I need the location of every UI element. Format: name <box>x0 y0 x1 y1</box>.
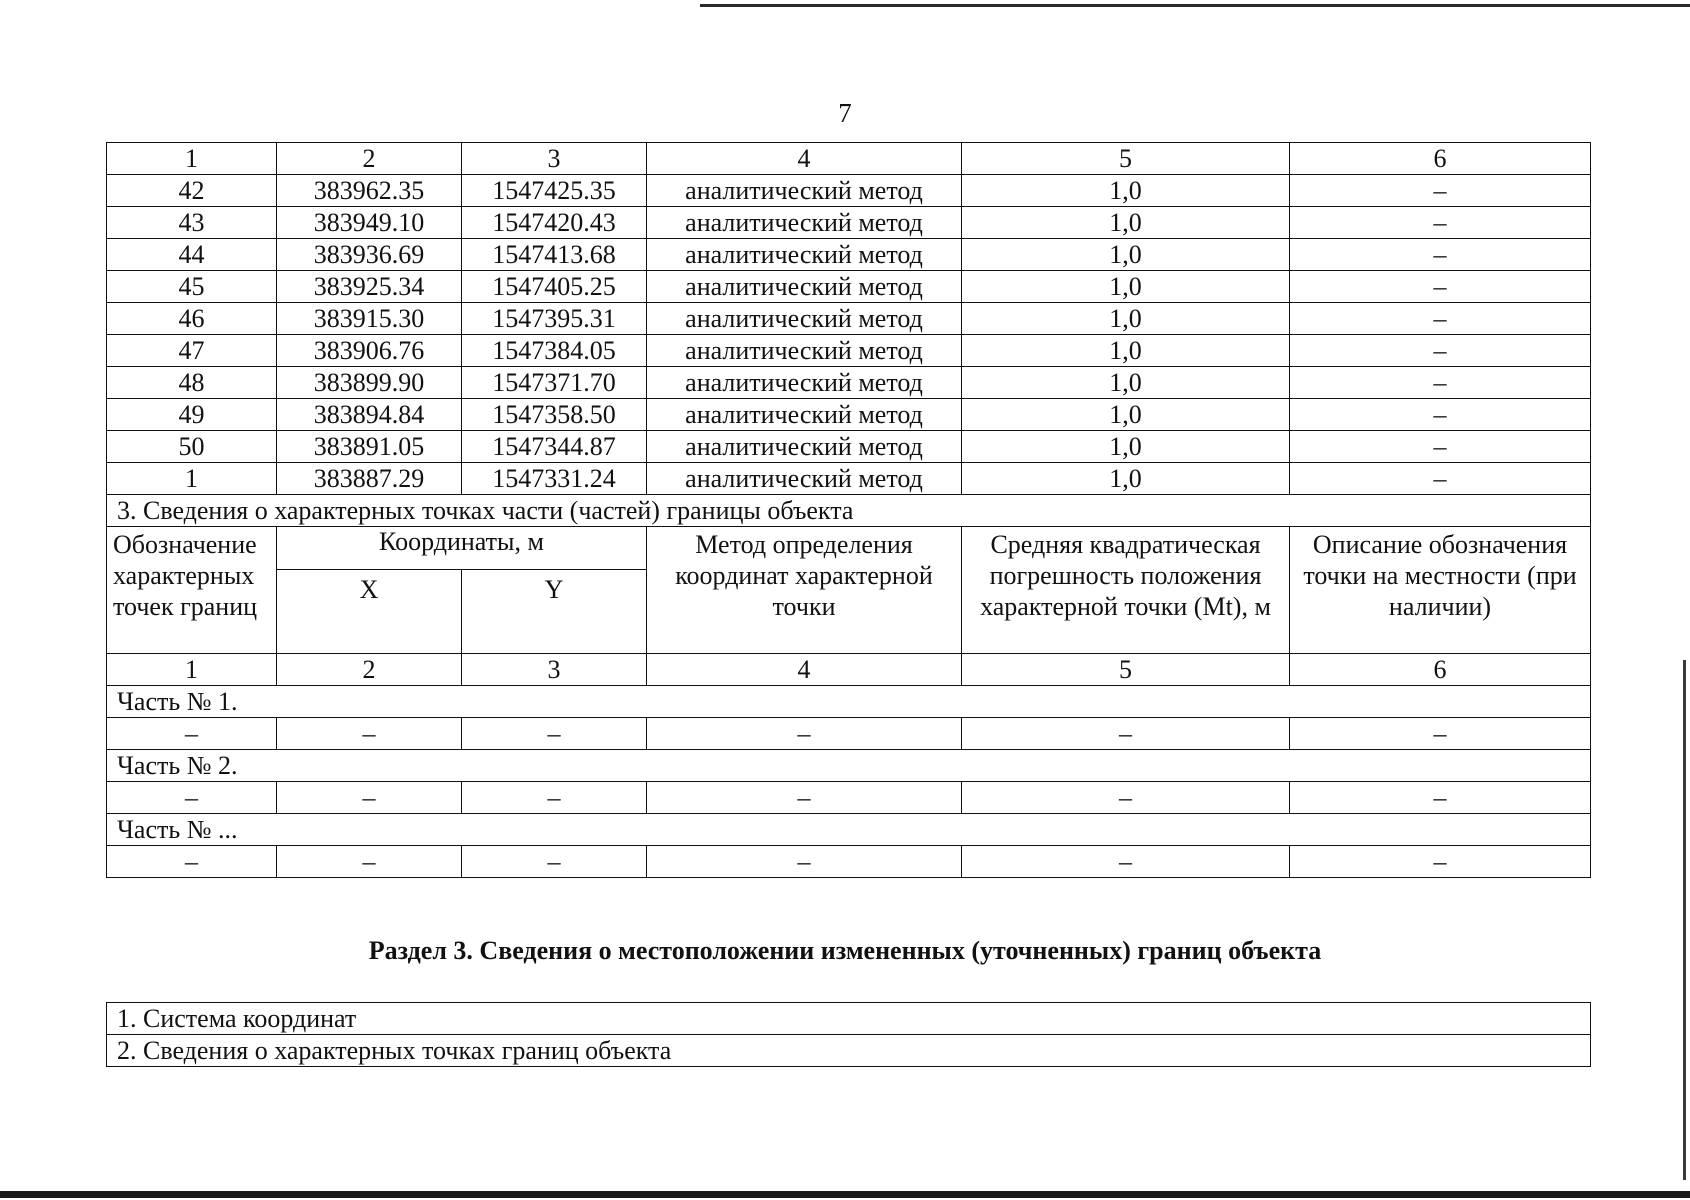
x-coordinate: 383906.76 <box>277 335 462 367</box>
col-number: 3 <box>462 143 647 175</box>
header-number-row <box>107 654 1591 686</box>
col-number: 2 <box>277 654 462 686</box>
y-coordinate: 1547358.50 <box>462 399 647 431</box>
part-label-row <box>107 686 1591 718</box>
table-row <box>107 431 1591 463</box>
part-cell: – <box>962 782 1290 814</box>
table-row <box>107 175 1591 207</box>
error-value: 1,0 <box>962 367 1290 399</box>
description: – <box>1290 399 1591 431</box>
description: – <box>1290 431 1591 463</box>
part-cell: – <box>1290 782 1591 814</box>
scan-edge-top <box>700 4 1690 7</box>
point-number: 43 <box>107 207 277 239</box>
col-number: 1 <box>107 143 277 175</box>
x-header: X <box>277 570 462 654</box>
boundary-points-row: 2. Сведения о характерных точках границ объекта <box>107 1035 1591 1067</box>
error-value: 1,0 <box>962 431 1290 463</box>
method: аналитический метод <box>647 239 962 271</box>
part-cell: – <box>462 782 647 814</box>
part-cell: – <box>1290 718 1591 750</box>
col-number: 5 <box>962 654 1290 686</box>
point-number: 49 <box>107 399 277 431</box>
error-value: 1,0 <box>962 303 1290 335</box>
point-number: 42 <box>107 175 277 207</box>
part-label: Часть № 1. <box>107 686 1591 718</box>
method: аналитический метод <box>647 399 962 431</box>
method: аналитический метод <box>647 367 962 399</box>
table-row <box>107 207 1591 239</box>
y-coordinate: 1547420.43 <box>462 207 647 239</box>
part-cell: – <box>107 846 277 878</box>
part-cell: – <box>647 782 962 814</box>
part-cell: – <box>1290 846 1591 878</box>
description: – <box>1290 367 1591 399</box>
table-row <box>107 335 1591 367</box>
method: аналитический метод <box>647 303 962 335</box>
col-number: 6 <box>1290 143 1591 175</box>
x-coordinate: 383962.35 <box>277 175 462 207</box>
description: – <box>1290 271 1591 303</box>
table-row <box>107 399 1591 431</box>
part-values-row <box>107 846 1591 878</box>
table-row <box>107 271 1591 303</box>
x-coordinate: 383915.30 <box>277 303 462 335</box>
part-label: Часть № 2. <box>107 750 1591 782</box>
description: – <box>1290 239 1591 271</box>
section-title: Раздел 3. Сведения о местоположении измененных (уточненных) границ объекта <box>368 936 1322 965</box>
point-designation-header: Обозначение характерных точек границ <box>107 527 277 654</box>
table-row <box>107 367 1591 399</box>
point-number: 46 <box>107 303 277 335</box>
table-row <box>107 1035 1591 1067</box>
col-number: 4 <box>647 143 962 175</box>
error-value: 1,0 <box>962 399 1290 431</box>
part-cell: – <box>107 782 277 814</box>
point-number: 50 <box>107 431 277 463</box>
scan-edge-bottom <box>0 1191 1690 1198</box>
col-number: 3 <box>462 654 647 686</box>
x-coordinate: 383899.90 <box>277 367 462 399</box>
col-number: 5 <box>962 143 1290 175</box>
part-cell: – <box>647 846 962 878</box>
page-number: 7 <box>838 98 852 128</box>
description-header: Описание обозначения точки на местности (при наличии) <box>1290 527 1591 654</box>
part-cell: – <box>962 718 1290 750</box>
table-row <box>107 463 1591 495</box>
error-header: Средняя квадратическая погрешность положения характерной точки (Mt), м <box>962 527 1290 654</box>
error-value: 1,0 <box>962 463 1290 495</box>
x-coordinate: 383887.29 <box>277 463 462 495</box>
y-coordinate: 1547384.05 <box>462 335 647 367</box>
y-coordinate: 1547405.25 <box>462 271 647 303</box>
part-cell: – <box>462 846 647 878</box>
point-number: 45 <box>107 271 277 303</box>
table-row <box>107 303 1591 335</box>
col-number: 6 <box>1290 654 1591 686</box>
header-row <box>107 527 1591 570</box>
x-coordinate: 383925.34 <box>277 271 462 303</box>
method: аналитический метод <box>647 431 962 463</box>
y-coordinate: 1547395.31 <box>462 303 647 335</box>
y-coordinate: 1547425.35 <box>462 175 647 207</box>
column-number-row <box>107 143 1591 175</box>
description: – <box>1290 175 1591 207</box>
col-number: 1 <box>107 654 277 686</box>
description: – <box>1290 335 1591 367</box>
section-3-table <box>106 1002 1591 1067</box>
section-3-title: 3. Сведения о характерных точках части (частей) границы объекта <box>107 495 1591 527</box>
part-values-row <box>107 782 1591 814</box>
method: аналитический метод <box>647 335 962 367</box>
part-label-row <box>107 814 1591 846</box>
section-heading-row <box>107 495 1591 527</box>
part-cell: – <box>277 782 462 814</box>
coordinate-system-row: 1. Система координат <box>107 1003 1591 1035</box>
y-coordinate: 1547371.70 <box>462 367 647 399</box>
part-cell: – <box>462 718 647 750</box>
y-coordinate: 1547331.24 <box>462 463 647 495</box>
point-number: 47 <box>107 335 277 367</box>
method: аналитический метод <box>647 271 962 303</box>
description: – <box>1290 207 1591 239</box>
error-value: 1,0 <box>962 271 1290 303</box>
method: аналитический метод <box>647 207 962 239</box>
method: аналитический метод <box>647 463 962 495</box>
x-coordinate: 383894.84 <box>277 399 462 431</box>
x-coordinate: 383949.10 <box>277 207 462 239</box>
part-cell: – <box>277 718 462 750</box>
error-value: 1,0 <box>962 207 1290 239</box>
part-cell: – <box>647 718 962 750</box>
y-coordinate: 1547413.68 <box>462 239 647 271</box>
coordinates-table <box>106 142 1591 878</box>
table-row <box>107 1003 1591 1035</box>
col-number: 4 <box>647 654 962 686</box>
table-row <box>107 239 1591 271</box>
method-header: Метод определения координат характерной точки <box>647 527 962 654</box>
point-number: 1 <box>107 463 277 495</box>
col-number: 2 <box>277 143 462 175</box>
description: – <box>1290 463 1591 495</box>
part-cell: – <box>277 846 462 878</box>
scan-edge-right <box>1683 660 1686 1180</box>
coordinates-header: Координаты, м <box>277 527 647 570</box>
x-coordinate: 383936.69 <box>277 239 462 271</box>
y-header: Y <box>462 570 647 654</box>
description: – <box>1290 303 1591 335</box>
part-label-row <box>107 750 1591 782</box>
part-label: Часть № ... <box>107 814 1591 846</box>
method: аналитический метод <box>647 175 962 207</box>
error-value: 1,0 <box>962 175 1290 207</box>
part-cell: – <box>107 718 277 750</box>
y-coordinate: 1547344.87 <box>462 431 647 463</box>
point-number: 48 <box>107 367 277 399</box>
error-value: 1,0 <box>962 335 1290 367</box>
point-number: 44 <box>107 239 277 271</box>
error-value: 1,0 <box>962 239 1290 271</box>
part-cell: – <box>962 846 1290 878</box>
part-values-row <box>107 718 1591 750</box>
x-coordinate: 383891.05 <box>277 431 462 463</box>
